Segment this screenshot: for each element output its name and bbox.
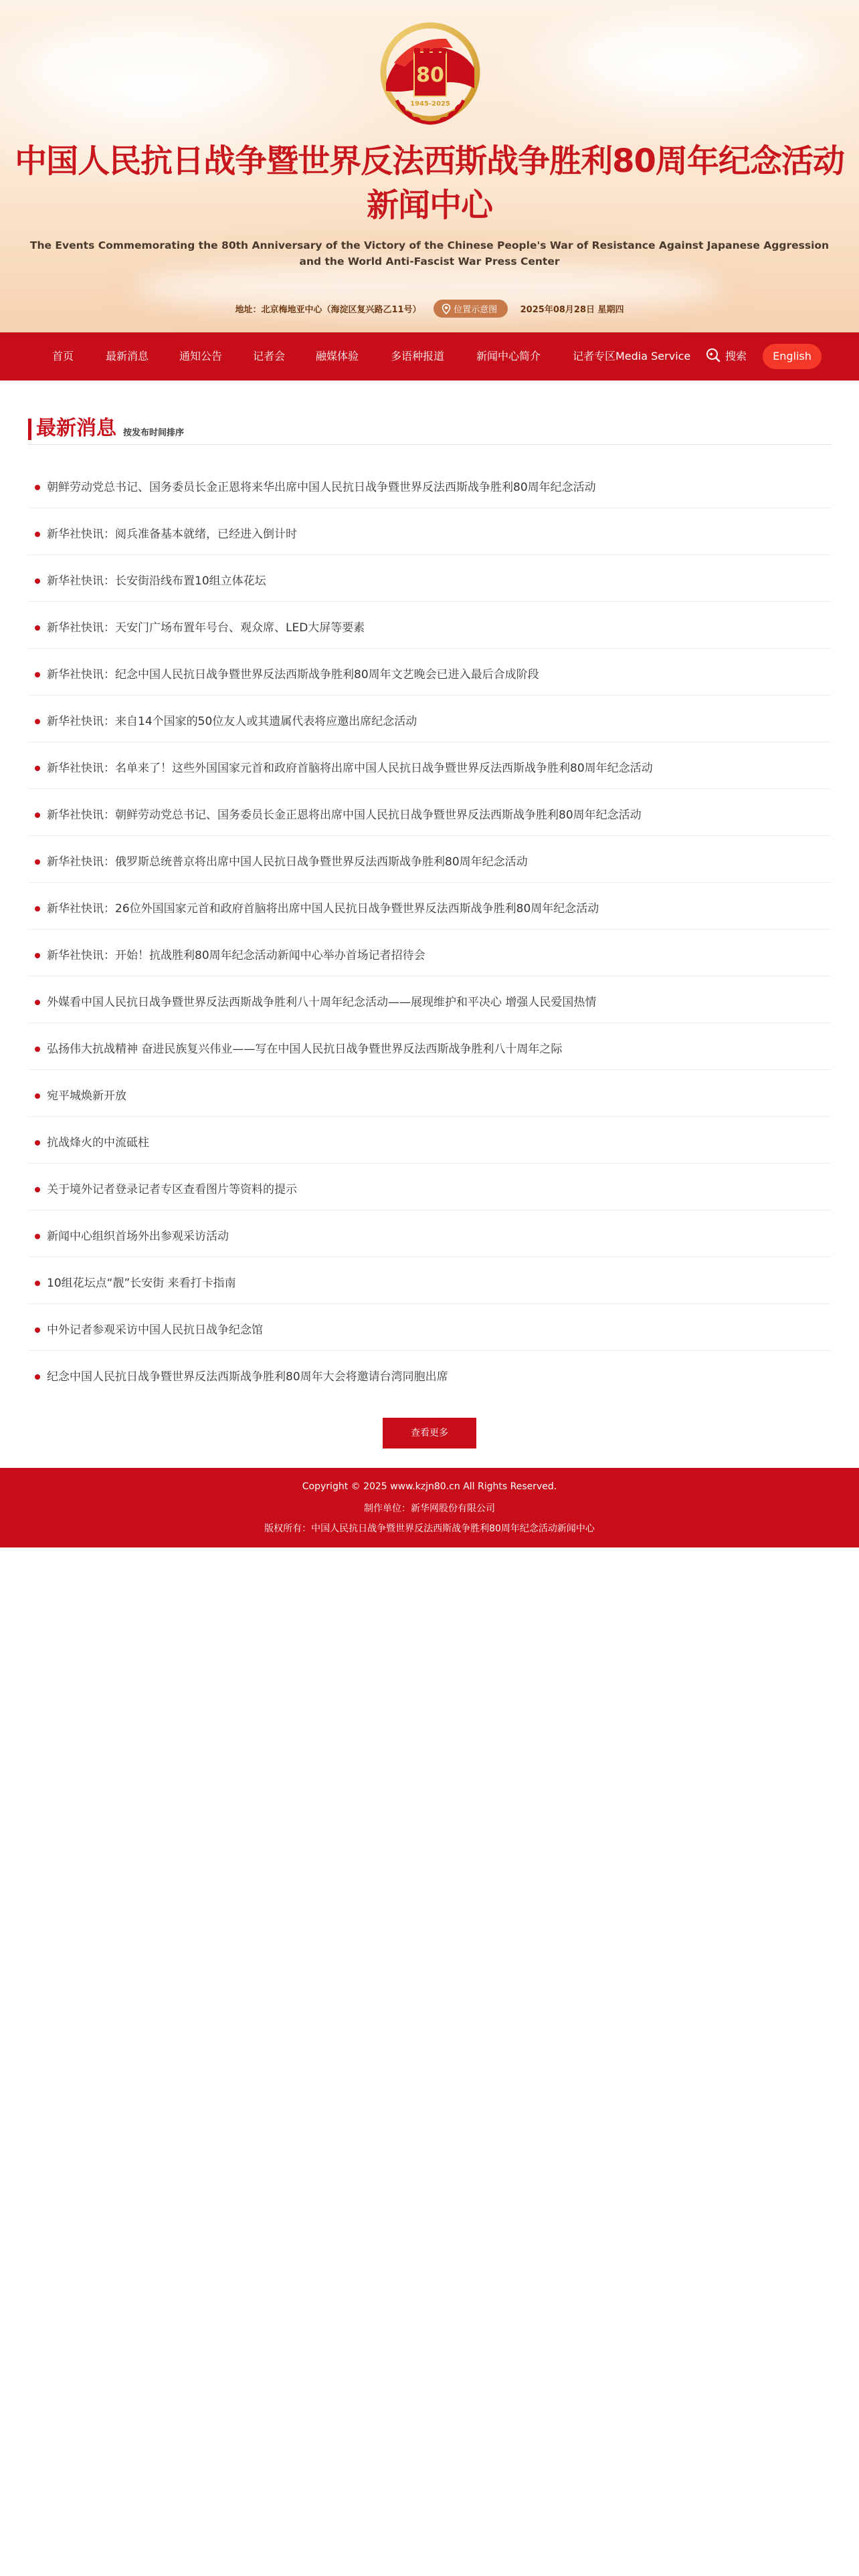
- bullet-dot-icon: [35, 1281, 40, 1286]
- news-link[interactable]: 新华社快讯：来自14个国家的50位友人或其遗属代表将应邀出席纪念活动: [47, 715, 417, 728]
- page-title-line1: 中国人民抗日战争暨世界反法西斯战争胜利80周年纪念活动: [15, 142, 844, 180]
- footer: [0, 1468, 859, 1547]
- bullet-dot-icon: [35, 485, 40, 490]
- news-link[interactable]: 新华社快讯：名单来了！这些外国国家元首和政府首脑将出席中国人民抗日战争暨世界反法西斯战争胜利80周年纪念活动: [47, 762, 653, 775]
- list-item[interactable]: [28, 1304, 831, 1351]
- address-text: 地址：北京梅地亚中心（海淀区复兴路乙11号）: [235, 305, 421, 315]
- news-link[interactable]: 中外记者参观采访中国人民抗日战争纪念馆: [47, 1323, 263, 1337]
- news-link[interactable]: 10组花坛点“靓”长安街 来看打卡指南: [47, 1277, 236, 1290]
- bullet-dot-icon: [35, 1047, 40, 1052]
- nav-item-notices[interactable]: 通知公告: [179, 350, 223, 362]
- news-link[interactable]: 纪念中国人民抗日战争暨世界反法西斯战争胜利80周年大会将邀请台湾同胞出席: [47, 1370, 448, 1384]
- footer-copyright: Copyright © 2025 www.kzjn80.cn All Rights Reserved.: [302, 1481, 557, 1492]
- news-link[interactable]: 新华社快讯：朝鲜劳动党总书记、国务委员长金正恩将出席中国人民抗日战争暨世界反法西斯战争胜利80周年纪念活动: [47, 809, 642, 822]
- search-label: 搜索: [725, 350, 747, 362]
- bullet-dot-icon: [35, 1234, 40, 1239]
- emblem-icon: [374, 21, 486, 128]
- info-row: [0, 300, 859, 318]
- news-link[interactable]: 新华社快讯：阅兵准备基本就绪，已经进入倒计时: [47, 528, 297, 541]
- sort-note: 按发布时间排序: [123, 428, 185, 438]
- current-date: 2025年08月28日 星期四: [520, 305, 624, 315]
- nav-item-latest-news[interactable]: 最新消息: [106, 350, 149, 362]
- header-banner: [0, 0, 859, 332]
- news-link[interactable]: 新华社快讯：长安街沿线布置10组立体花坛: [47, 574, 266, 588]
- news-link[interactable]: 新华社快讯：俄罗斯总统普京将出席中国人民抗日战争暨世界反法西斯战争胜利80周年纪念活动: [47, 855, 528, 869]
- bullet-dot-icon: [35, 766, 40, 771]
- bullet-dot-icon: [35, 1000, 40, 1005]
- nav-item-home[interactable]: 首页: [52, 350, 74, 362]
- bullet-dot-icon: [35, 578, 40, 584]
- list-item[interactable]: [28, 695, 831, 742]
- bullet-dot-icon: [35, 1140, 40, 1146]
- page-title: [0, 139, 859, 227]
- news-link[interactable]: 新华社快讯：开始！抗战胜利80周年纪念活动新闻中心举办首场记者招待会: [47, 949, 425, 962]
- cloud-decoration: [575, 20, 816, 94]
- location-map-button[interactable]: [434, 300, 508, 318]
- view-more-button[interactable]: 查看更多: [383, 1418, 476, 1448]
- list-item[interactable]: [28, 649, 831, 695]
- news-link[interactable]: 新华社快讯：纪念中国人民抗日战争暨世界反法西斯战争胜利80周年文艺晚会已进入最后合成阶段: [47, 668, 539, 681]
- list-item[interactable]: [28, 1257, 831, 1304]
- list-item[interactable]: [28, 883, 831, 930]
- list-item[interactable]: [28, 742, 831, 789]
- list-item[interactable]: [28, 1210, 831, 1257]
- page-title-line2: 新闻中心: [366, 187, 492, 224]
- news-link[interactable]: 关于境外记者登录记者专区查看图片等资料的提示: [47, 1183, 297, 1196]
- list-item[interactable]: [28, 976, 831, 1023]
- location-map-label: 位置示意图: [454, 305, 498, 315]
- nav-item-multilingual[interactable]: 多语种报道: [391, 350, 445, 362]
- bullet-dot-icon: [35, 1327, 40, 1333]
- english-button[interactable]: English: [763, 344, 822, 369]
- news-link[interactable]: 新华社快讯：天安门广场布置年号台、观众席、LED大屏等要素: [47, 621, 365, 635]
- list-item[interactable]: [28, 1117, 831, 1164]
- news-link[interactable]: 抗战烽火的中流砥柱: [47, 1136, 149, 1150]
- bullet-dot-icon: [35, 1374, 40, 1380]
- svg-text:80: 80: [416, 64, 444, 87]
- bullet-dot-icon: [35, 1093, 40, 1099]
- footer-producer: 制作单位：新华网股份有限公司: [364, 1503, 495, 1514]
- list-item[interactable]: [28, 836, 831, 883]
- svg-text:1945-2025: 1945-2025: [410, 100, 450, 108]
- news-link[interactable]: 外媒看中国人民抗日战争暨世界反法西斯战争胜利八十周年纪念活动——展现维护和平决心 增强人民爱国热情: [47, 996, 597, 1009]
- news-link[interactable]: 弘扬伟大抗战精神 奋进民族复兴伟业——写在中国人民抗日战争暨世界反法西斯战争胜利八十周年之际: [47, 1043, 563, 1056]
- bullet-dot-icon: [35, 813, 40, 818]
- main-nav: [0, 332, 859, 381]
- news-link[interactable]: 朝鲜劳动党总书记、国务委员长金正恩将来华出席中国人民抗日战争暨世界反法西斯战争胜利80周年纪念活动: [47, 481, 596, 494]
- news-link[interactable]: 宛平城焕新开放: [47, 1089, 126, 1103]
- list-item[interactable]: [28, 461, 831, 508]
- location-pin-icon: [442, 304, 451, 314]
- page-title-english: The Events Commemorating the 80th Anniversary of the Victory of the Chinese People's War of Resistance Against Japanese Aggression and the World Anti-Fascist War Press Center: [29, 239, 830, 267]
- nav-item-press-conference[interactable]: 记者会: [253, 350, 286, 362]
- bullet-dot-icon: [35, 672, 40, 677]
- list-item[interactable]: [28, 555, 831, 602]
- nav-item-about[interactable]: 新闻中心简介: [476, 350, 541, 362]
- news-list: [28, 461, 831, 1397]
- list-item[interactable]: [28, 789, 831, 836]
- search-icon: [705, 347, 721, 363]
- bullet-dot-icon: [35, 625, 40, 631]
- list-item[interactable]: [28, 602, 831, 649]
- search-button[interactable]: [705, 332, 747, 381]
- footer-owner: 版权所有：中国人民抗日战争暨世界反法西斯战争胜利80周年纪念活动新闻中心: [264, 1523, 595, 1534]
- list-item[interactable]: [28, 1070, 831, 1117]
- bullet-dot-icon: [35, 532, 40, 537]
- bullet-dot-icon: [35, 719, 40, 724]
- nav-item-media-experience[interactable]: 融媒体验: [316, 350, 359, 362]
- heading-accent-bar: [28, 419, 31, 440]
- list-item[interactable]: [28, 1023, 831, 1070]
- list-item[interactable]: [28, 1164, 831, 1210]
- cloud-decoration: [27, 27, 281, 107]
- section-title: 最新消息: [36, 417, 116, 440]
- bullet-dot-icon: [35, 859, 40, 865]
- bullet-dot-icon: [35, 906, 40, 911]
- list-item[interactable]: [28, 1351, 831, 1397]
- bullet-dot-icon: [35, 1187, 40, 1192]
- news-link[interactable]: 新闻中心组织首场外出参观采访活动: [47, 1230, 229, 1243]
- bullet-dot-icon: [35, 953, 40, 958]
- list-item[interactable]: [28, 930, 831, 976]
- latest-news-heading: [28, 416, 831, 445]
- nav-item-media-service[interactable]: 记者专区Media Service: [573, 350, 691, 362]
- list-item[interactable]: [28, 508, 831, 555]
- news-link[interactable]: 新华社快讯：26位外国国家元首和政府首脑将出席中国人民抗日战争暨世界反法西斯战争胜利80周年纪念活动: [47, 902, 599, 916]
